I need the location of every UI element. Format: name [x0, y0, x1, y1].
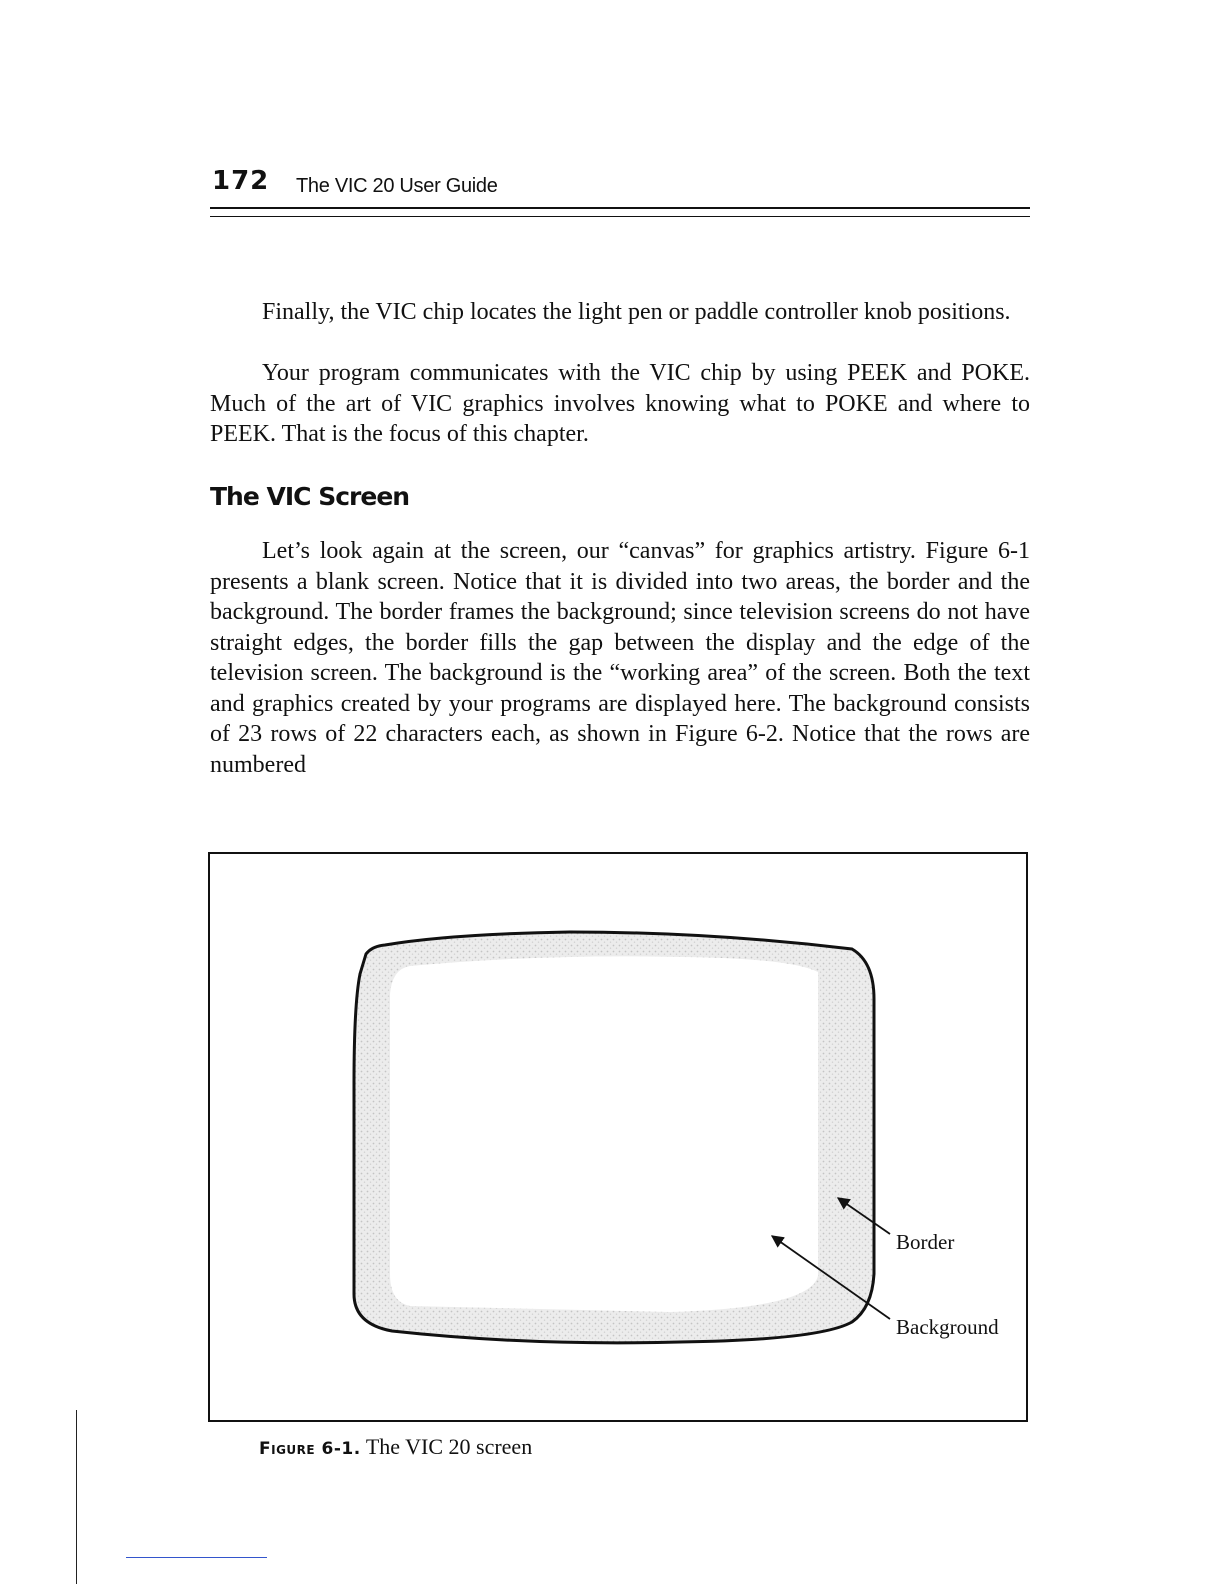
figure-caption: [259, 1434, 532, 1460]
running-head: [210, 166, 1030, 196]
paragraph-3: Let’s look again at the screen, our “canvas” for graphics artistry. Figure 6-1 presents a blank screen. Notice that it is divided into two areas, the border and the background. The border frames the background; since television screens do not have straight edges, the border fills the gap between the display and the edge of the television screen. The background is the “working area” of the screen. Both the text and graphics created by your programs are displayed here. The background consists of 23 rows of 22 characters each, as shown in Figure 6-2. Notice that the rows are numbered: [210, 538, 1030, 778]
background-label: Background: [896, 1315, 999, 1339]
paragraph-1: Finally, the VIC chip locates the light pen or paddle controller knob positions.: [262, 299, 1011, 325]
caption-tag: Figure 6-1.: [259, 1439, 361, 1459]
screen-background-area: [390, 956, 818, 1312]
section-heading: The VIC Screen: [210, 482, 410, 511]
page-number: 172: [212, 166, 270, 196]
header-rule-thick: [210, 207, 1030, 209]
border-label: Border: [896, 1230, 955, 1254]
footer-line: [126, 1557, 267, 1558]
header-rule-thin: [210, 216, 1030, 217]
book-title: The VIC 20 User Guide: [296, 175, 498, 197]
figure-6-1: [208, 852, 1028, 1422]
caption-text: The VIC 20 screen: [365, 1434, 533, 1459]
paragraph-2: Your program communicates with the VIC chip by using PEEK and POKE. Much of the art of VIC graphics involves knowing what to POKE and where to PEEK. That is the focus of this chapter.: [210, 360, 1030, 447]
margin-line: [76, 1410, 77, 1584]
